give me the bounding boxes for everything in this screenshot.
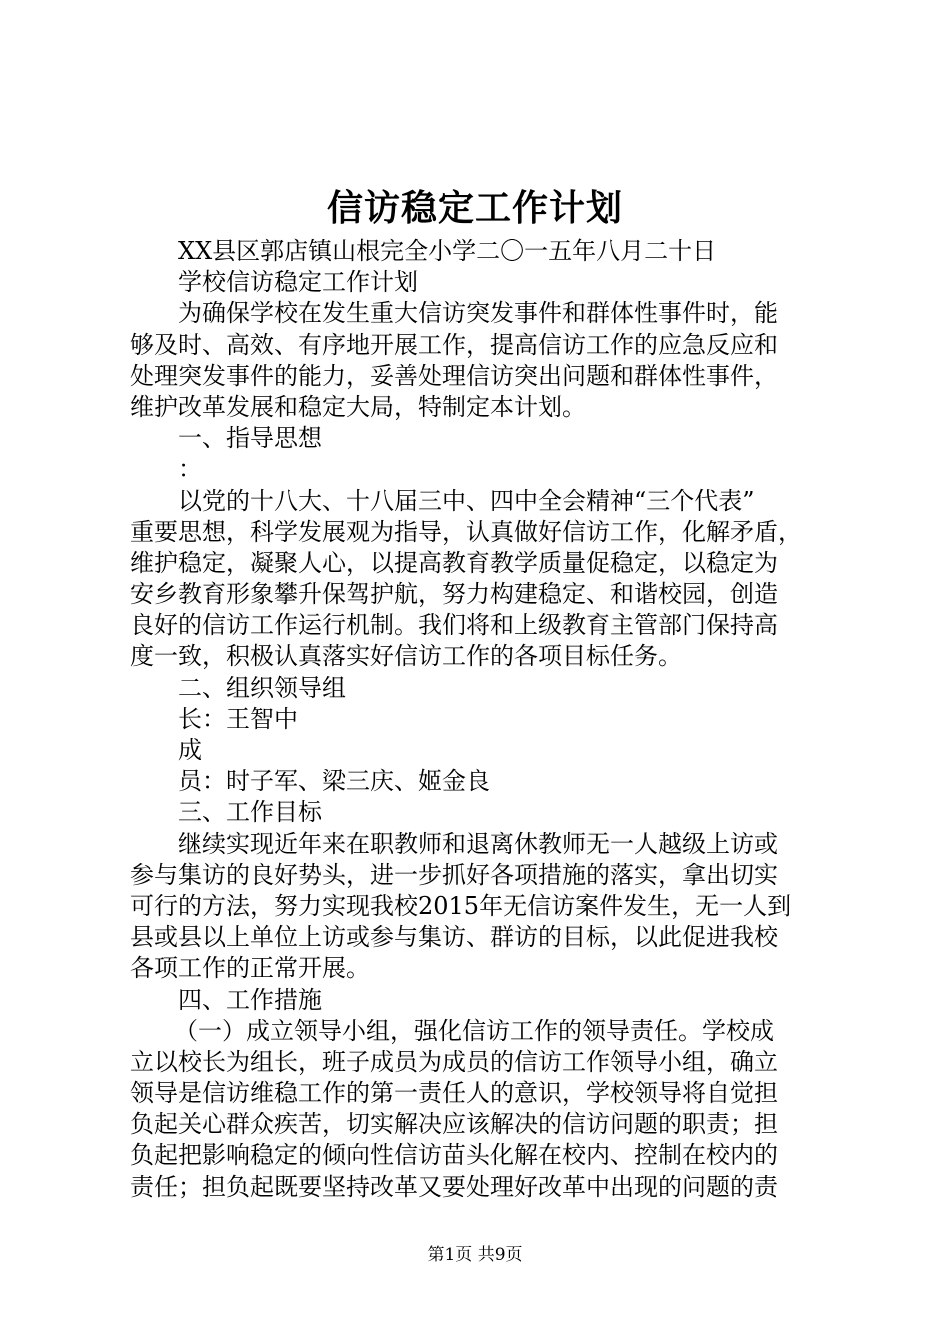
- paragraph-line: 良好的信访工作运行机制。我们将和上级教育主管部门保持高: [130, 611, 778, 640]
- paragraph-line: 以党的十八大、十八届三中、四中全会精神“三个代表”: [178, 486, 755, 515]
- paragraph-line: 县或县以上单位上访或参与集访、群访的目标，以此促进我校: [130, 923, 778, 952]
- paragraph-line: （一）成立领导小组，强化信访工作的领导责任。学校成: [174, 1016, 774, 1045]
- document-body: [130, 236, 832, 1203]
- paragraph-line: 够及时、高效、有序地开展工作，提高信访工作的应急反应和: [130, 330, 778, 359]
- paragraph-line: 立以校长为组长，班子成员为成员的信访工作领导小组，确立: [130, 1047, 778, 1076]
- paragraph-line: 处理突发事件的能力，妥善处理信访突出问题和群体性事件，: [130, 361, 778, 390]
- member-label-line: 成: [178, 736, 202, 764]
- paragraph-line: 继续实现近年来在职教师和退离休教师无一人越级上访或: [178, 829, 778, 858]
- section-heading: 三、工作目标: [178, 798, 322, 827]
- paragraph-line: 为确保学校在发生重大信访突发事件和群体性事件时，能: [178, 299, 778, 328]
- date-line: XX县区郭店镇山根完全小学二〇一五年八月二十日: [178, 237, 717, 265]
- paragraph-line: 可行的方法，努力实现我校2015年无信访案件发生，无一人到: [130, 891, 792, 920]
- paragraph-line: 负起关心群众疾苦，切实解决应该解决的信访问题的职责；担: [130, 1110, 778, 1139]
- paragraph-line: 维护稳定，凝聚人心，以提高教育教学质量促稳定，以稳定为: [130, 548, 778, 577]
- members-line: 员：时子军、梁三庆、姬金良: [178, 767, 490, 796]
- paragraph-line: 度一致，积极认真落实好信访工作的各项目标任务。: [130, 642, 682, 671]
- document-title: 信访稳定工作计划: [326, 187, 623, 229]
- paragraph-line: 重要思想，科学发展观为指导，认真做好信访工作，化解矛盾，: [130, 517, 802, 546]
- paragraph-line: 负起把影响稳定的倾向性信访苗头化解在校内、控制在校内的: [130, 1141, 778, 1170]
- paragraph-line: 参与集访的良好势头，进一步抓好各项措施的落实，拿出切实: [130, 860, 778, 889]
- colon-line: ：: [178, 455, 202, 484]
- paragraph-line: 领导是信访维稳工作的第一责任人的意识，学校领导将自觉担: [130, 1079, 778, 1108]
- page-number: 第1页 共9页: [427, 1245, 523, 1265]
- section-heading: 二、组织领导组: [178, 673, 346, 702]
- paragraph-line: 维护改革发展和稳定大局，特制定本计划。: [130, 392, 586, 421]
- paragraph-line: 责任；担负起既要坚持改革又要处理好改革中出现的问题的责: [130, 1172, 778, 1201]
- section-heading: 四、工作措施: [178, 985, 322, 1014]
- paragraph-line: 各项工作的正常开展。: [130, 954, 370, 983]
- section-heading: 一、指导思想: [178, 424, 322, 453]
- subtitle-line: 学校信访稳定工作计划: [178, 268, 418, 297]
- leader-line: 长：王智中: [178, 704, 298, 733]
- paragraph-line: 安乡教育形象攀升保驾护航，努力构建稳定、和谐校园，创造: [130, 580, 778, 609]
